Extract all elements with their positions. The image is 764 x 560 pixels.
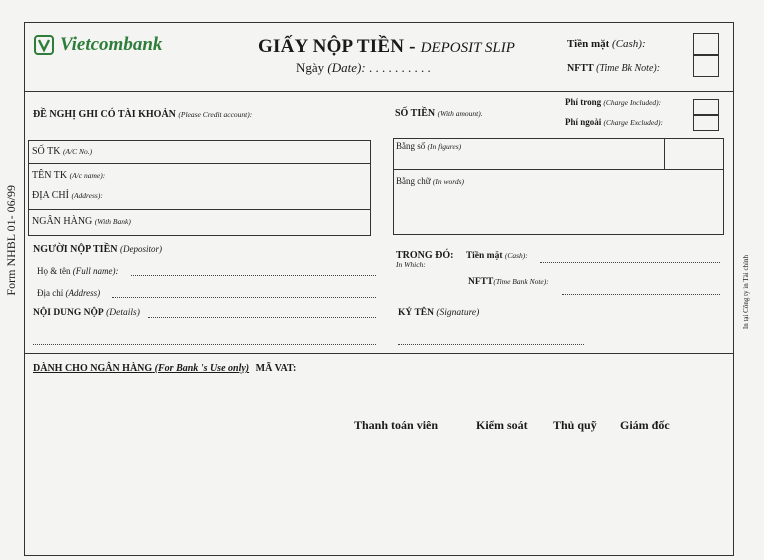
fee-included-label: Phí trong (Charge Included):: [565, 97, 662, 107]
depositor-heading: NGƯỜI NỘP TIỀN (Depositor): [33, 244, 162, 255]
ac-bank-field[interactable]: NGÂN HÀNG (With Bank): [32, 216, 131, 227]
vietcombank-emblem-icon: [34, 35, 54, 55]
ac-name-field[interactable]: TÊN TK (A/c name):: [32, 170, 106, 181]
depositor-address-label: Địa chỉ (Address): [37, 288, 101, 298]
date-label-vi: Ngày: [296, 60, 328, 75]
signer-teller: Thanh toán viên: [354, 418, 439, 432]
fee-excluded-checkbox[interactable]: [693, 115, 719, 131]
details-label: NỘI DUNG NỘP (Details): [33, 308, 140, 318]
vat-label: MÃ VAT:: [255, 363, 297, 374]
bank-use-divider: [24, 353, 734, 354]
amount-heading: SỐ TIỀN (With amount).: [395, 108, 483, 119]
cash-checkbox[interactable]: [693, 33, 719, 55]
signer-director: Giám đốc: [620, 418, 670, 432]
date-line: [296, 60, 431, 76]
amount-col-divider: [664, 138, 665, 169]
bank-name: Vietcombank: [60, 34, 163, 55]
header-nftt-label: NFTT (Time Bk Note):: [567, 63, 661, 74]
details-input-line-2[interactable]: [33, 344, 376, 345]
breakdown-cash-label: Tiền mặt (Cash):: [466, 251, 528, 261]
header-divider: [24, 91, 734, 92]
fee-included-checkbox[interactable]: [693, 99, 719, 115]
form-title: [258, 36, 515, 58]
title-vi: GIẤY NỘP TIỀN -: [258, 36, 421, 57]
date-label-en: (Date):: [327, 60, 366, 75]
nftt-checkbox[interactable]: [693, 55, 719, 77]
vietcombank-logo: [34, 34, 162, 56]
amount-words-field[interactable]: Bằng chữ (In words): [396, 176, 465, 186]
title-en: DEPOSIT SLIP: [420, 40, 515, 56]
signature-label: KÝ TÊN (Signature): [398, 308, 480, 318]
account-row-divider: [28, 209, 371, 210]
breakdown-nftt-input[interactable]: [562, 294, 720, 295]
credit-account-heading: ĐỀ NGHỊ GHI CÓ TÀI KHOẢN (Please Credit account):: [33, 109, 253, 120]
amount-figures-field[interactable]: Bằng số (In figures): [396, 141, 462, 151]
details-input[interactable]: [148, 317, 376, 318]
ac-no-field[interactable]: SỐ TK (A/C No.): [32, 146, 93, 157]
header-cash-label: Tiền mặt (Cash):: [567, 38, 646, 50]
depositor-address-input[interactable]: [112, 297, 376, 298]
in-which-heading: TRONG ĐÓ: In Which:: [396, 250, 454, 269]
breakdown-cash-input[interactable]: [540, 262, 720, 263]
account-row-divider: [28, 163, 371, 164]
date-value[interactable]: . . . . . . . . . .: [365, 60, 431, 75]
bank-use-heading: DÀNH CHO NGÂN HÀNG (For Bank 's Use only) MÃ VAT:: [33, 363, 297, 374]
signature-input[interactable]: [398, 344, 584, 345]
depositor-name-label: Họ & tên (Full name):: [37, 266, 119, 276]
signer-cashier: Thủ quỹ: [553, 418, 597, 432]
form-code: Form NHBL 01- 06/99: [4, 185, 18, 296]
fee-excluded-label: Phí ngoài (Charge Excluded):: [565, 117, 664, 127]
amount-row-divider: [393, 169, 724, 170]
printer-note: In tại Công ty in Tài chính: [742, 255, 750, 330]
ac-address-field[interactable]: ĐỊA CHỈ (Address):: [32, 190, 103, 201]
signer-controller: Kiểm soát: [476, 418, 528, 432]
breakdown-nftt-label: NFTT(Time Bank Note):: [468, 277, 549, 287]
amount-table: [393, 138, 724, 235]
depositor-name-input[interactable]: [131, 275, 376, 276]
